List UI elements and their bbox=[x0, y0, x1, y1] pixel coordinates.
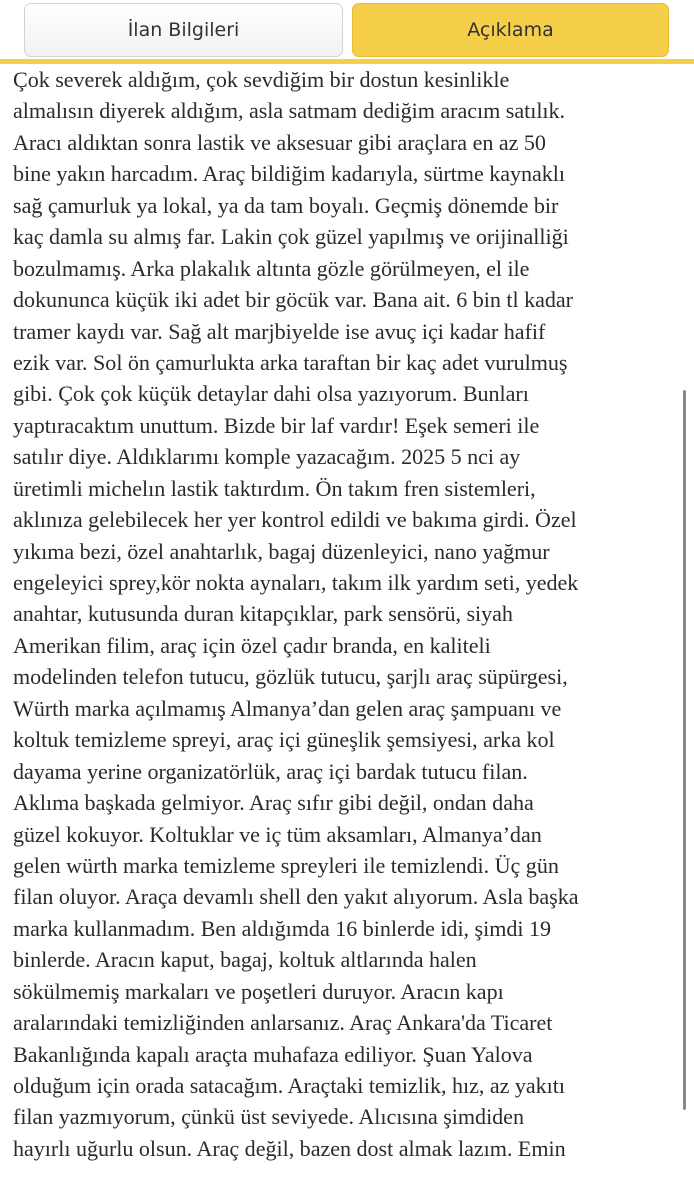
description-line: Aracı aldıktan sonra lastik ve aksesuar gibi araçlara en az 50 bbox=[13, 129, 546, 155]
description-line: Bakanlığında kapalı araçta muhafaza ediliyor. Şuan Yalova bbox=[13, 1041, 533, 1067]
description-line: aklınıza gelebilecek her yer kontrol edildi ve bakıma girdi. Özel bbox=[13, 507, 577, 533]
description-line: marka kullanmadım. Ben aldığımda 16 binlerde idi, şimdi 19 bbox=[13, 915, 551, 941]
description-line: sökülmemiş markaları ve poşetleri duruyor. Aracın kapı bbox=[13, 978, 504, 1004]
description-line: modelinden telefon tutucu, gözlük tutucu, şarjlı araç süpürgesi, bbox=[13, 664, 568, 690]
description-line: anahtar, kutusunda duran kitapçıklar, park sensörü, siyah bbox=[13, 601, 513, 627]
description-line: ezik var. Sol ön çamurlukta arka taraftan bir kaç adet vurulmuş bbox=[13, 349, 568, 375]
description-line: hayırlı uğurlu olsun. Araç değil, bazen dost almak lazım. Emin bbox=[13, 1135, 566, 1161]
description-line: engeleyici sprey,kör nokta aynaları, takım ilk yardım seti, yedek bbox=[13, 570, 579, 595]
description-line: Amerikan filim, araç için özel çadır branda, en kaliteli bbox=[13, 632, 491, 658]
description-line: almalısın diyerek aldığım, asla satmam dediğim aracım satılık. bbox=[13, 98, 566, 124]
description-text bbox=[13, 64, 691, 1164]
description-line: dokununca küçük iki adet bir göcük var. Bana ait. 6 bin tl kadar bbox=[13, 287, 574, 313]
description-line: güzel kokuyor. Koltuklar ve iç tüm aksamları, Almanya’dan bbox=[13, 821, 542, 847]
description-line: koltuk temizleme spreyi, araç içi güneşlik şemsiyesi, arka kol bbox=[13, 727, 555, 753]
tab-aciklama[interactable] bbox=[352, 3, 669, 57]
description-line: filan yazmıyorum, çünkü üst seviyede. Alıcısına şimdiden bbox=[13, 1104, 524, 1130]
tab-aciklama-label: Açıklama bbox=[467, 19, 554, 41]
tab-ilan-bilgileri-label: İlan Bilgileri bbox=[127, 19, 240, 41]
description-line: filan oluyor. Araça devamlı shell den yakıt alıyorum. Asla başka bbox=[13, 884, 579, 910]
tab-ilan-bilgileri[interactable] bbox=[24, 3, 343, 57]
description-line: sağ çamurluk ya lokal, ya da tam boyalı. Geçmiş dönemde bir bbox=[13, 192, 559, 218]
description-line: Çok severek aldığım, çok sevdiğim bir dostun kesinlikle bbox=[13, 67, 510, 92]
description-line: yaptıracaktım unuttum. Bizde bir laf vardır! Eşek semeri ile bbox=[13, 412, 540, 438]
tab-bar bbox=[0, 0, 694, 64]
description-line: bine yakın harcadım. Araç bildiğim kadarıyla, sürtme kaynaklı bbox=[13, 161, 566, 187]
description-line: gibi. Çok çok küçük detaylar dahi olsa yazıyorum. Bunları bbox=[13, 381, 529, 407]
description-line: üretimli michelın lastik taktırdım. Ön takım fren sistemleri, bbox=[13, 475, 536, 501]
description-line: dayama yerine organizatörlük, araç içi bardak tutucu filan. bbox=[13, 758, 528, 784]
description-line: aralarındaki temizliğinden anlarsanız. Araç Ankara'da Ticaret bbox=[13, 1010, 553, 1036]
description-line: Würth marka açılmamış Almanya’dan gelen araç şampuanı ve bbox=[13, 695, 562, 721]
description-line: olduğum için orada satacağım. Araçtaki temizlik, hız, az yakıtı bbox=[13, 1073, 565, 1098]
description-line: gelen würth marka temizleme spreyleri ile temizlendi. Üç gün bbox=[13, 852, 559, 878]
scrollbar[interactable] bbox=[683, 390, 686, 1110]
description-line: binlerde. Aracın kaput, bagaj, koltuk altlarında halen bbox=[13, 947, 477, 973]
description-line: tramer kaydı var. Sağ alt marjbiyelde ise avuç içi kadar hafif bbox=[13, 318, 546, 344]
description-line: yıkıma bezi, özel anahtarlık, bagaj düzenleyici, nano yağmur bbox=[13, 538, 550, 564]
description-line: bozulmamış. Arka plakalık altınta gözle görülmeyen, el ile bbox=[13, 255, 530, 281]
description-line: satılır diye. Aldıklarımı komple yazacağım. 2025 5 nci ay bbox=[13, 444, 521, 470]
description-line: kaç damla su almış far. Lakin çok güzel yapılmış ve orijinalliği bbox=[13, 224, 569, 250]
description-line: Aklıma başkada gelmiyor. Araç sıfır gibi değil, ondan daha bbox=[13, 790, 534, 816]
